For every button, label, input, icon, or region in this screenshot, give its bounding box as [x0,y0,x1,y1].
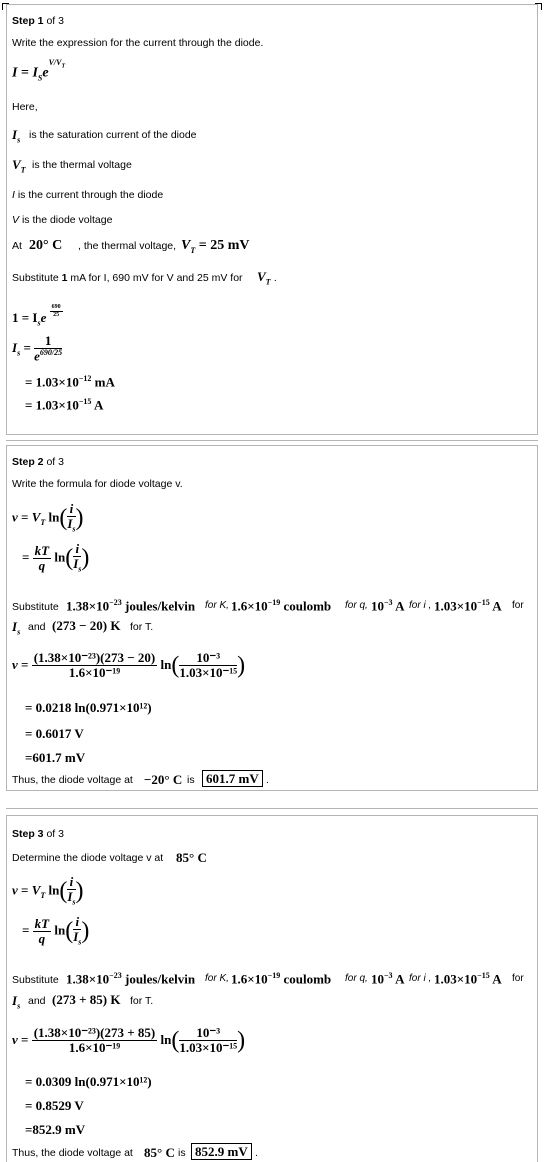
step-3-substitute: Substitute [12,974,59,986]
step-3-result-3: =852.9 mV [25,1122,86,1137]
step-1-substitute: Substitute 1 mA for I, 690 mV for V and 25 mV for [12,272,243,284]
calc-line-2: $I_s$ = $\frac{1}{e^{690/25}}$ [12,333,63,364]
step-3-q-value: $1.6\times 10^{-19}$ coulomb [231,971,332,987]
step-1-intro: Write the expression for the current through the diode. [12,37,264,49]
step-2-for-q: for q, [345,600,368,611]
step-3-conclusion-text: Thus, the diode voltage at [12,1147,133,1159]
step-3-for-t: for T. [130,995,154,1007]
step-3-k-value: $1.38\times 10^{-23}$ joules/kelvin [66,971,196,987]
step-3-for-k: for K, [205,973,229,984]
def-thermal-voltage: is the thermal voltage [32,159,132,171]
step-2-for-is: for [512,600,524,611]
thermal-voltage-text: , the thermal voltage, [78,240,177,252]
def-saturation-current: is the saturation current of the diode [29,129,197,141]
step-3-formula: $v = V_T$ ln( $\frac{i}{I_s}$ ) [12,874,84,907]
step-2-conclusion-temp: −20° C [144,772,183,787]
step-3-conclusion-is: is [178,1147,186,1159]
calc-line-3: = $1.03\times 10^{-12}$ mA [25,374,115,390]
step-3-for-q: for q, [345,973,368,984]
step-3-and: and [28,995,46,1007]
step-3-for-i: for i , [409,973,432,984]
separator-1 [6,440,538,441]
diode-current-equation: $I = I_Se^{V/V_T}$ [12,58,66,83]
def-current: I is the current through the diode [12,189,164,201]
step-2-for-k: for K, [205,600,229,611]
calc-line-4: = $1.03\times 10^{-15}$ A [25,397,104,413]
at-label: At [12,240,22,252]
step-3-intro: Determine the diode voltage v at [12,852,164,864]
step-2-k-value: $1.38\times 10^{-23}$ joules/kelvin [66,598,196,614]
step-2-is-symbol: $I_s$ [12,619,21,637]
step-3-answer: 852.9 mV . [191,1144,258,1160]
symbol-vt-inline: $V_T$ . [257,269,277,287]
step-2-for-i: for i , [409,600,432,611]
step-3-panel [6,815,538,1162]
step-2-formula: $v = V_T$ ln( $\frac{i}{I_s}$ ) [12,501,84,534]
step-2-i-value: $10^{-3}$ A [371,598,405,614]
temp-20c: 20° C [29,238,63,253]
step-2-conclusion-text: Thus, the diode voltage at [12,774,133,786]
calc-line-1: $1 = I_se$ $\frac{690}{25}$ [12,303,61,328]
symbol-is: $I_s$ [12,127,21,145]
vt-value: $V_T = 25$ mV [181,238,250,255]
step-3-is-symbol: $I_s$ [12,993,21,1011]
step-2-result-3: =601.7 mV [25,750,86,765]
here-label: Here, [12,101,38,113]
step-2-and: and [28,621,46,633]
step-2-for-t: for T. [130,621,154,633]
step-3-is-value: $1.03\times 10^{-15}$ A [434,971,502,987]
step-3-t-value: (273 + 85) K [52,992,121,1007]
def-voltage: V is the diode voltage [12,214,113,226]
step-2-t-value: (273 − 20) K [52,618,121,633]
step-1-header: Step 1 of 3 [12,15,64,27]
step-2-header: Step 2 of 3 [12,456,64,468]
step-2-q-value: $1.6\times 10^{-19}$ coulomb [231,598,332,614]
symbol-vt: $V_T$ [12,157,26,175]
step-2-is-value: $1.03\times 10^{-15}$ A [434,598,502,614]
step-2-result-1: = 0.0218 ln(0.971×10¹²) [25,700,152,715]
step-2-result-2: = 0.6017 V [25,726,84,741]
step-2-substitute: Substitute [12,601,59,613]
step-3-for-is: for [512,973,524,984]
step-3-conclusion-temp: 85° C [144,1145,175,1160]
step-3-big-expression: v = $\frac{\text{(1.38×10⁻²³)(273 + 85)}}{\text{1.6×10⁻¹⁹}}$ ln( $\frac{\text{10⁻³}}{\text{1.03×10⁻¹⁵}}$ ) [12,1025,246,1056]
step-2-intro: Write the formula for diode voltage v. [12,478,183,490]
step-3-formula-kt: = $\frac{kT}{q}$ ln( $\frac{i}{I_s}$ ) [22,914,90,947]
step-3-temp: 85° C [176,850,207,865]
step-3-header: Step 3 of 3 [12,828,64,840]
step-3-result-1: = 0.0309 ln(0.971×10¹²) [25,1074,152,1089]
separator-2 [6,808,538,809]
step-2-formula-kt: = $\frac{kT}{q}$ ln( $\frac{i}{I_s}$ ) [22,541,90,574]
step-3-i-value: $10^{-3}$ A [371,971,405,987]
step-2-answer: 601.7 mV . [202,771,269,787]
step-3-result-2: = 0.8529 V [25,1098,84,1113]
step-2-big-expression: v = $\frac{\text{(1.38×10⁻²³)(273 − 20)}}{\text{1.6×10⁻¹⁹}}$ ln( $\frac{\text{10⁻³}}{\text{1.03×10⁻¹⁵}}$ ) [12,650,246,681]
step-2-conclusion-is: is [187,774,195,786]
